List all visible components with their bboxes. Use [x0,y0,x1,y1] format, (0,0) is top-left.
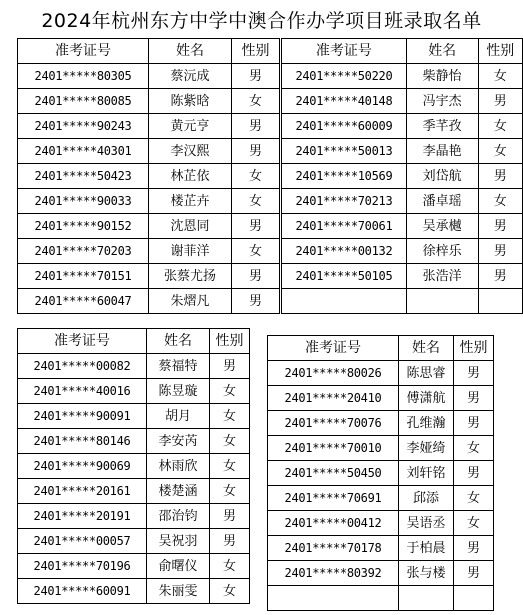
cell-gender: 女 [232,189,280,214]
cell-gender: 男 [454,411,494,436]
cell-id [268,586,399,611]
cell-gender: 男 [232,139,280,164]
table-row [282,64,523,89]
cell-name: 陈昱璇 [147,379,210,404]
table-row [18,504,250,529]
cell-id: 2401*****70691 [268,486,399,511]
header-gender: 性别 [232,39,280,64]
table-row [268,436,494,461]
cell-name: 季芊孜 [406,114,478,139]
cell-gender: 男 [232,64,280,89]
cell-id: 2401*****20191 [18,504,147,529]
table-row [282,114,523,139]
cell-name: 张浩洋 [406,264,478,289]
cell-name: 徐梓乐 [406,239,478,264]
table-row [268,386,494,411]
cell-name: 朱丽雯 [147,579,210,604]
cell-id: 2401*****00412 [268,511,399,536]
cell-name: 刘轩铭 [399,461,454,486]
cell-name: 刘岱航 [406,164,478,189]
table-row [282,164,523,189]
header-name: 姓名 [147,329,210,354]
cell-name: 邵治钧 [147,504,210,529]
cell-gender: 男 [454,561,494,586]
header-gender: 性别 [454,336,494,361]
cell-gender: 男 [232,214,280,239]
table-row [282,139,523,164]
cell-id: 2401*****80085 [18,89,149,114]
cell-gender: 男 [478,89,522,114]
cell-gender: 女 [210,454,250,479]
cell-gender: 女 [232,89,280,114]
table-row [18,479,250,504]
table-row [18,379,250,404]
cell-name: 潘卓瑶 [406,189,478,214]
cell-id: 2401*****00082 [18,354,147,379]
cell-name: 蔡沅成 [149,64,232,89]
cell-id: 2401*****70203 [18,239,149,264]
cell-name: 胡月 [147,404,210,429]
cell-name: 李晶艳 [406,139,478,164]
cell-gender: 女 [210,429,250,454]
cell-gender: 男 [478,164,522,189]
roster-table-3 [17,328,250,604]
header-gender: 性别 [478,39,522,64]
cell-gender: 女 [210,479,250,504]
cell-gender: 女 [210,554,250,579]
cell-name: 冯宇杰 [406,89,478,114]
table-row [268,536,494,561]
cell-gender: 男 [210,504,250,529]
cell-id: 2401*****80392 [268,561,399,586]
table-row [282,264,523,289]
cell-gender: 女 [232,239,280,264]
cell-gender: 男 [210,529,250,554]
cell-id: 2401*****70076 [268,411,399,436]
cell-gender: 男 [232,289,280,314]
cell-name: 李汉熙 [149,139,232,164]
cell-id: 2401*****10569 [282,164,407,189]
table-row [18,114,280,139]
cell-id: 2401*****60047 [18,289,149,314]
cell-id: 2401*****90243 [18,114,149,139]
table-row [18,404,250,429]
cell-id: 2401*****40301 [18,139,149,164]
table-row [268,461,494,486]
cell-name: 孔维瀚 [399,411,454,436]
cell-id: 2401*****90091 [18,404,147,429]
table-header-row [268,336,494,361]
header-name: 姓名 [406,39,478,64]
cell-name: 谢菲洋 [149,239,232,264]
cell-name: 张与楼 [399,561,454,586]
cell-gender: 女 [210,404,250,429]
cell-name: 李安芮 [147,429,210,454]
cell-id: 2401*****90069 [18,454,147,479]
cell-id: 2401*****00057 [18,529,147,554]
cell-id: 2401*****70213 [282,189,407,214]
cell-id: 2401*****50450 [268,461,399,486]
page-title: 2024年杭州东方中学中澳合作办学项目班录取名单 [41,10,482,32]
cell-name: 林雨欣 [147,454,210,479]
cell-gender: 女 [454,511,494,536]
cell-id: 2401*****70010 [268,436,399,461]
table-row [268,411,494,436]
cell-id: 2401*****60009 [282,114,407,139]
cell-name: 楼芷卉 [149,189,232,214]
cell-name [406,289,478,314]
cell-name: 吴语丞 [399,511,454,536]
cell-gender: 女 [454,486,494,511]
cell-id: 2401*****40016 [18,379,147,404]
table-row [18,264,280,289]
table-row [282,214,523,239]
table-row [268,561,494,586]
cell-gender: 女 [478,64,522,89]
cell-id: 2401*****50013 [282,139,407,164]
cell-name: 李娅绮 [399,436,454,461]
header-id: 准考证号 [18,39,149,64]
cell-gender: 女 [210,579,250,604]
cell-gender: 男 [454,386,494,411]
cell-id: 2401*****00132 [282,239,407,264]
table-row [18,429,250,454]
cell-gender: 女 [454,436,494,461]
cell-id: 2401*****20410 [268,386,399,411]
header-id: 准考证号 [18,329,147,354]
cell-gender: 女 [478,114,522,139]
cell-id: 2401*****90033 [18,189,149,214]
cell-gender: 男 [210,354,250,379]
cell-gender: 男 [454,536,494,561]
cell-id [282,289,407,314]
table-header-row [18,39,280,64]
cell-id: 2401*****80146 [18,429,147,454]
cell-id: 2401*****70061 [282,214,407,239]
cell-gender [454,586,494,611]
table-row [18,239,280,264]
cell-gender: 男 [232,114,280,139]
cell-id: 2401*****50423 [18,164,149,189]
table-row [268,486,494,511]
cell-id: 2401*****50220 [282,64,407,89]
table-row-empty [268,586,494,611]
table-row [282,239,523,264]
cell-name: 陈紫晗 [149,89,232,114]
header-name: 姓名 [399,336,454,361]
table-row [18,139,280,164]
cell-name: 邱添 [399,486,454,511]
cell-id: 2401*****60091 [18,579,147,604]
cell-id: 2401*****70196 [18,554,147,579]
cell-name: 吴祝羽 [147,529,210,554]
cell-name: 朱熠凡 [149,289,232,314]
cell-id: 2401*****80026 [268,361,399,386]
cell-name: 沈恩同 [149,214,232,239]
table-header-row [282,39,523,64]
header-name: 姓名 [149,39,232,64]
table-row [18,89,280,114]
table-header-row [18,329,250,354]
cell-name: 柴静怡 [406,64,478,89]
header-id: 准考证号 [268,336,399,361]
cell-id: 2401*****80305 [18,64,149,89]
cell-name [399,586,454,611]
cell-name: 俞曙仪 [147,554,210,579]
cell-gender: 男 [232,264,280,289]
table-row [18,579,250,604]
cell-name: 黄元亨 [149,114,232,139]
cell-name: 张蔡尤扬 [149,264,232,289]
cell-gender [478,289,522,314]
cell-id: 2401*****70151 [18,264,149,289]
cell-name: 蔡福特 [147,354,210,379]
table-row [268,361,494,386]
cell-gender: 女 [210,379,250,404]
table-row [18,64,280,89]
cell-gender: 男 [478,264,522,289]
table-row [18,164,280,189]
cell-name: 吴承樾 [406,214,478,239]
cell-name: 楼楚涵 [147,479,210,504]
roster-table-2 [281,38,523,314]
table-row [268,511,494,536]
cell-name: 陈思睿 [399,361,454,386]
cell-gender: 女 [478,189,522,214]
table-row [18,454,250,479]
cell-id: 2401*****50105 [282,264,407,289]
cell-id: 2401*****40148 [282,89,407,114]
cell-gender: 女 [478,139,522,164]
table-row [282,89,523,114]
cell-id: 2401*****70178 [268,536,399,561]
header-id: 准考证号 [282,39,407,64]
header-gender: 性别 [210,329,250,354]
cell-name: 于柏晨 [399,536,454,561]
cell-name: 傅潇航 [399,386,454,411]
table-row-empty [282,289,523,314]
cell-gender: 男 [454,361,494,386]
roster-table-4 [267,335,494,611]
table-row [18,529,250,554]
table-row [18,189,280,214]
cell-name: 林芷依 [149,164,232,189]
cell-id: 2401*****90152 [18,214,149,239]
table-row [282,189,523,214]
roster-table-1 [17,38,280,314]
table-row [18,554,250,579]
cell-id: 2401*****20161 [18,479,147,504]
cell-gender: 男 [454,461,494,486]
table-row [18,214,280,239]
cell-gender: 男 [478,214,522,239]
cell-gender: 男 [478,239,522,264]
cell-gender: 女 [232,164,280,189]
table-row [18,289,280,314]
table-row [18,354,250,379]
